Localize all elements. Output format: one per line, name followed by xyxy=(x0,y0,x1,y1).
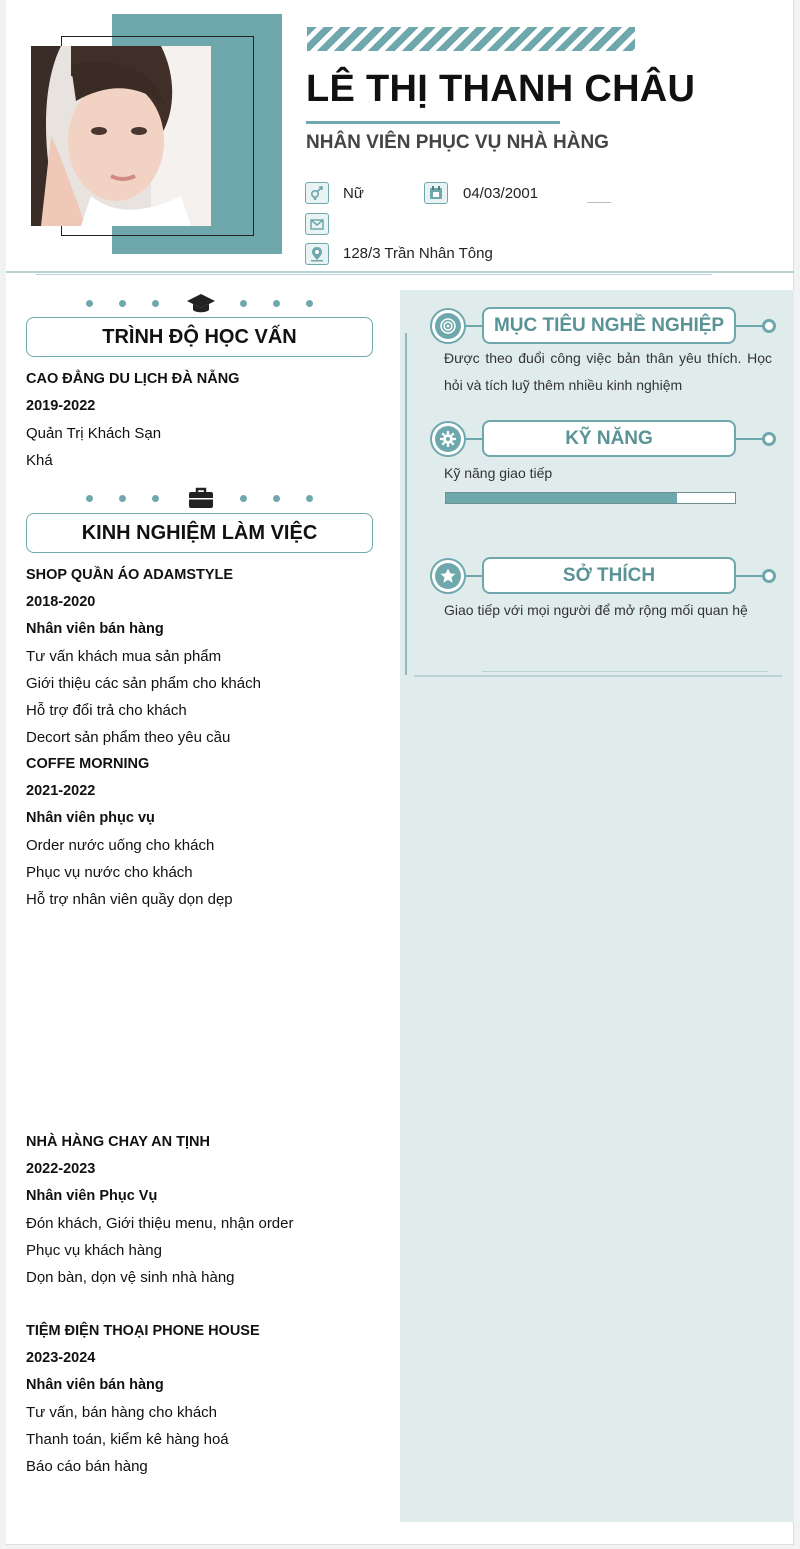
gender-icon xyxy=(305,182,329,204)
job-position: Nhân viên phục vụ xyxy=(26,810,155,826)
education-grade: Khá xyxy=(26,452,53,469)
birthdate-value: 04/03/2001 xyxy=(463,185,539,202)
gender-value: Nữ xyxy=(343,185,364,202)
job-task: Thanh toán, kiểm kê hàng hoá xyxy=(26,1431,229,1448)
job-company: NHÀ HÀNG CHAY AN TỊNH xyxy=(26,1134,210,1150)
graduation-cap-icon xyxy=(186,291,216,315)
job-task: Dọn bàn, dọn vệ sinh nhà hàng xyxy=(26,1269,235,1286)
education-major: Quản Trị Khách Sạn xyxy=(26,425,162,442)
job-task: Tư vấn, bán hàng cho khách xyxy=(26,1404,218,1421)
job-period: 2023-2024 xyxy=(26,1350,96,1366)
education-heading: TRÌNH ĐỘ HỌC VẤN xyxy=(26,317,373,357)
cv-page xyxy=(6,0,794,1545)
decorative-hatch-bar xyxy=(307,27,635,51)
skill-level-bar xyxy=(445,492,736,504)
job-task: Hỗ trợ nhân viên quầy dọn dẹp xyxy=(26,891,233,908)
job-task: Phục vụ nước cho khách xyxy=(26,864,193,881)
job-position: Nhân viên bán hàng xyxy=(26,621,164,637)
education-school: CAO ĐẲNG DU LỊCH ĐÀ NẴNG xyxy=(26,371,240,387)
star-icon xyxy=(435,563,461,589)
target-icon xyxy=(435,313,461,339)
profile-photo xyxy=(31,46,211,226)
header-divider-thin xyxy=(36,274,712,275)
briefcase-icon xyxy=(186,486,216,510)
job-company: TIỆM ĐIỆN THOẠI PHONE HOUSE xyxy=(26,1323,260,1339)
objective-heading: MỤC TIÊU NGHỀ NGHIỆP xyxy=(482,307,736,344)
job-task: Báo cáo bán hàng xyxy=(26,1458,148,1475)
skills-heading-row xyxy=(430,420,776,458)
job-period: 2021-2022 xyxy=(26,783,96,799)
job-task: Tư vấn khách mua sản phẩm xyxy=(26,648,222,665)
objective-heading-row xyxy=(430,307,776,345)
skill-name: Kỹ năng giao tiếp xyxy=(444,465,553,481)
job-company: COFFE MORNING xyxy=(26,756,150,772)
education-period: 2019-2022 xyxy=(26,398,96,414)
address-value: 128/3 Trần Nhân Tông xyxy=(343,245,493,262)
job-title: NHÂN VIÊN PHỤC VỤ NHÀ HÀNG xyxy=(306,132,609,153)
hobbies-text: Giao tiếp với mọi người để mở rộng mối quan hệ xyxy=(444,602,748,618)
skill-level-fill xyxy=(446,493,677,503)
right-column-bottom-rule xyxy=(414,675,782,677)
hobbies-heading-row xyxy=(430,557,776,595)
objective-text: Được theo đuổi công việc bản thân yêu thích. Học hỏi và tích luỹ thêm nhiều kinh nghiệm xyxy=(444,350,772,393)
job-task: Hỗ trợ đổi trả cho khách xyxy=(26,702,187,719)
skills-heading: KỸ NĂNG xyxy=(482,420,736,457)
header-divider xyxy=(6,271,794,273)
job-position: Nhân viên Phục Vụ xyxy=(26,1188,158,1204)
job-task: Giới thiệu các sản phẩm cho khách xyxy=(26,675,261,692)
job-company: SHOP QUẦN ÁO ADAMSTYLE xyxy=(26,567,234,583)
education-divider xyxy=(86,291,316,315)
right-column-bottom-rule-thin xyxy=(482,671,768,672)
job-task: Order nước uống cho khách xyxy=(26,837,215,854)
mail-icon xyxy=(305,213,329,235)
job-period: 2022-2023 xyxy=(26,1161,96,1177)
job-task: Phục vụ khách hàng xyxy=(26,1242,162,1259)
location-icon xyxy=(305,243,329,265)
hobbies-heading: SỞ THÍCH xyxy=(482,557,736,594)
phone-field-empty xyxy=(587,202,611,203)
job-task: Decort sản phẩm theo yêu cầu xyxy=(26,729,231,746)
job-position: Nhân viên bán hàng xyxy=(26,1377,164,1393)
job-period: 2018-2020 xyxy=(26,594,96,610)
job-task: Đón khách, Giới thiệu menu, nhận order xyxy=(26,1215,294,1232)
name-underline xyxy=(306,121,560,124)
experience-heading: KINH NGHIỆM LÀM VIỆC xyxy=(26,513,373,553)
right-column-rule xyxy=(405,333,407,675)
experience-divider xyxy=(86,486,316,510)
gear-icon xyxy=(435,426,461,452)
full-name: LÊ THỊ THANH CHÂU xyxy=(306,68,696,110)
calendar-icon xyxy=(424,182,448,204)
